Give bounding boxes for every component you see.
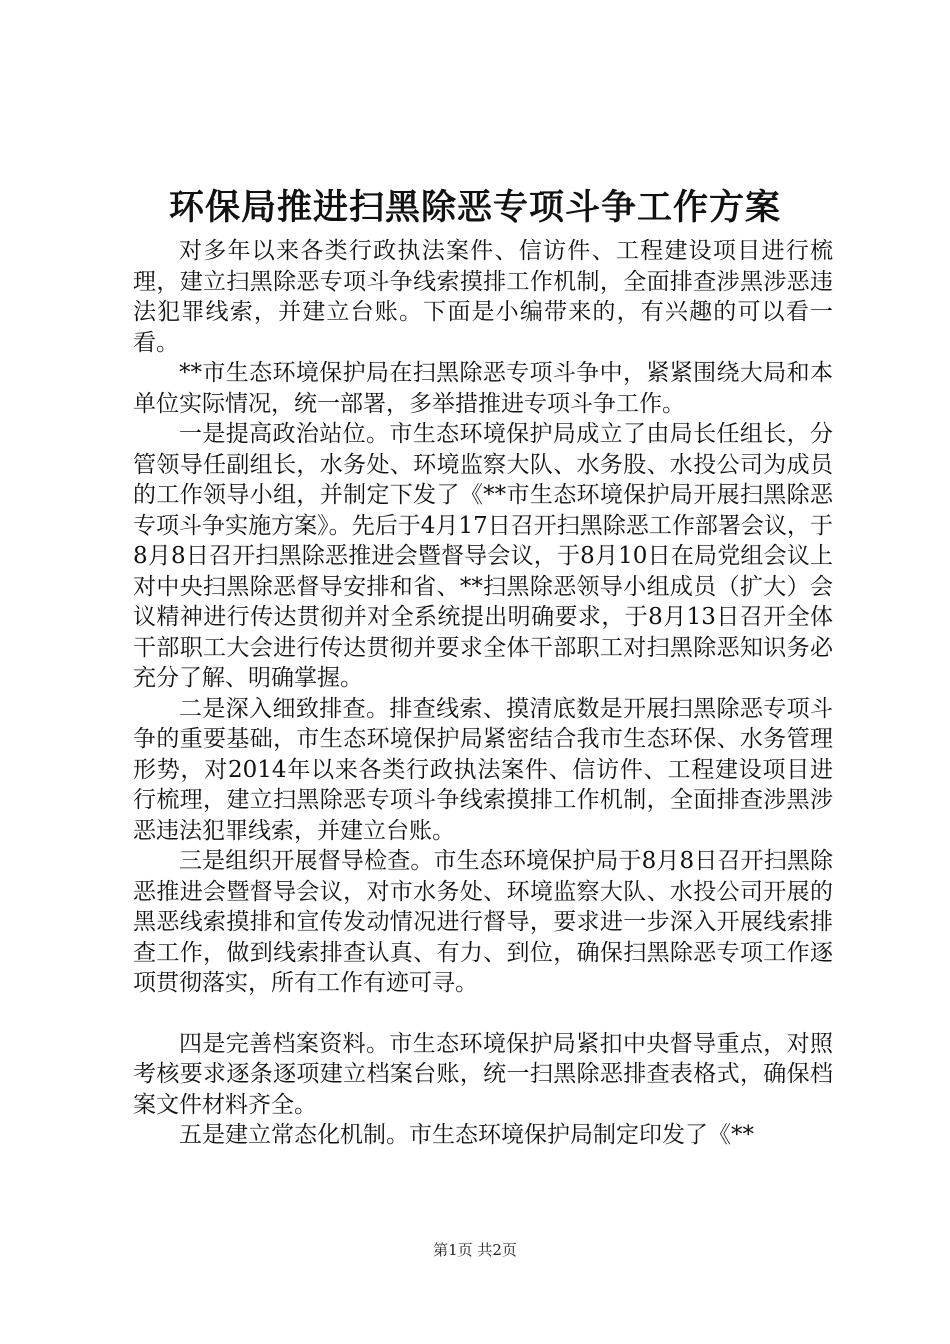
document-title: 环保局推进扫黑除恶专项斗争工作方案 [168,187,781,228]
paragraph-point-3: 三是组织开展督导检查。市生态环境保护局于8月8日召开扫黑除恶推进会暨督导会议，对市水务处、环境监察大队、水投公司开展的黑恶线索摸排和宣传发动情况进行督导，要求进一步深入开展线索排查工作，做到线索排查认真、有力、到位，确保扫黑除恶专项工作逐项贯彻落实，所有工作有迹可寻。 [133,848,833,996]
paragraph-overview: **市生态环境保护局在扫黑除恶专项斗争中，紧紧围绕大局和本单位实际情况，统一部署，多举措推进专项斗争工作。 [133,360,833,417]
paragraph-point-5: 五是建立常态化机制。市生态环境保护局制定印发了《** [179,1122,754,1148]
paragraph-intro: 对多年以来各类行政执法案件、信访件、工程建设项目进行梳理，建立扫黑除恶专项斗争线索摸排工作机制，全面排查涉黑涉恶违法犯罪线索，并建立台账。下面是小编带来的，有兴趣的可以看一看。 [133,238,833,356]
document-body [133,236,833,1151]
paragraph-point-2: 二是深入细致排查。排查线索、摸清底数是开展扫黑除恶专项斗争的重要基础，市生态环境保护局紧密结合我市生态环保、水务管理形势，对2014年以来各类行政执法案件、信访件、工程建设项目进行梳理，建立扫黑除恶专项斗争线索摸排工作机制，全面排查涉黑涉恶违法犯罪线索，并建立台账。 [133,695,833,844]
paragraph-point-4: 四是完善档案资料。市生态环境保护局紧扣中央督导重点，对照考核要求逐条逐项建立档案台账，统一扫黑除恶排查表格式，确保档案文件材料齐全。 [133,1030,833,1118]
paragraph-point-1: 一是提高政治站位。市生态环境保护局成立了由局长任组长，分管领导任副组长，水务处、环境监察大队、水务股、水投公司为成员的工作领导小组，并制定下发了《**市生态环境保护局开展扫黑除恶专项斗争实施方案》。先后于4月17日召开扫黑除恶工作部署会议，于8月8日召开扫黑除恶推进会暨督导会议，于8月10日在局党组会议上对中央扫黑除恶督导安排和省、**扫黑除恶领导小组成员（扩大）会议精神进行传达贯彻并对全系统提出明确要求，于8月13日召开全体干部职工大会进行传达贯彻并要求全体干部职工对扫黑除恶知识务必充分了解、明确掌握。 [133,421,833,691]
page-indicator: 第1页 共2页 [433,1241,517,1259]
